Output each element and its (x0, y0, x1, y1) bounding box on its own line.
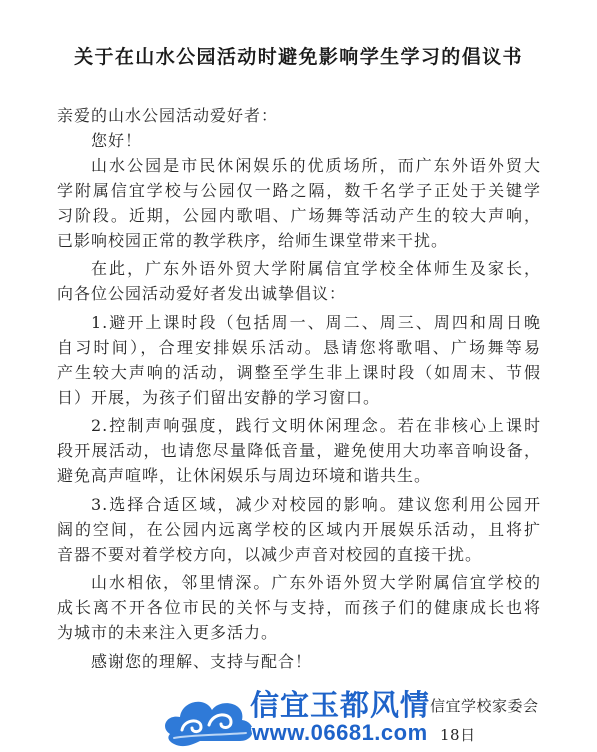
paragraph-line: 阔的空间，在公园内远离学校的区域内开展娱乐活动，且将扩 (57, 519, 541, 539)
date: 18日 (440, 726, 476, 744)
paragraph-item-2 (57, 413, 541, 488)
paragraph-proposal (57, 256, 541, 306)
paragraph-line: 为城市的未来注入更多活力。 (57, 623, 279, 642)
document-title: 关于在山水公园活动时避免影响学生学习的倡议书 (74, 46, 523, 68)
paragraph-line: 习阶段。近期，公园内歌唱、广场舞等活动产生的较大声响， (57, 205, 541, 225)
closing-line (57, 649, 541, 674)
paragraph-item-1 (57, 310, 541, 410)
paragraph-line: 段开展活动，也请您尽量降低音量，避免使用大功率音响设备， (57, 441, 541, 460)
paragraph-conclusion (57, 570, 541, 645)
salutation: 亲爱的山水公园活动爱好者： (57, 105, 279, 125)
paragraph-line: 向各位公园活动爱好者发出诚挚倡议： (57, 284, 347, 303)
greeting: 您好！ (91, 130, 143, 150)
paragraph-line: 避免高声喧哗，让休闲娱乐与周边环境和谐共生。 (57, 466, 432, 485)
cloud-swirl-icon (160, 688, 258, 748)
paragraph-line: 产生较大声响的活动，调整至学生非上课时段（如周末、节假 (57, 362, 541, 382)
paragraph-line: 山水相依，邻里情深。广东外语外贸大学附属信宜学校的 (91, 573, 541, 592)
paragraph-line: 2.控制声响强度，践行文明休闲理念。若在非核心上课时 (91, 416, 541, 435)
letter-body (57, 103, 541, 674)
paragraph-line: 在此，广东外语外贸大学附属信宜学校全体师生及家长， (91, 259, 541, 278)
watermark-name: 信宜玉都风情 (250, 688, 431, 722)
signature: 信宜学校家委会 (430, 697, 539, 715)
closing-text: 感谢您的理解、支持与配合！ (91, 651, 313, 671)
watermark-url: www.06681.com (252, 720, 428, 745)
paragraph-line: 学附属信宜学校与公园仅一路之隔，数千名学子正处于关键学 (57, 180, 541, 200)
paragraph-line: 山水公园是市民休闲娱乐的优质场所，而广东外语外贸大 (91, 155, 541, 175)
paragraph-line: 日）开展，为孩子们留出安静的学习窗口。 (57, 387, 381, 407)
paragraph-line: 3.选择合适区域，减少对校园的影响。建议您利用公园开 (91, 494, 541, 514)
paragraph-line: 1.避开上课时段（包括周一、周二、周三、周四和周日晚 (91, 312, 541, 332)
paragraph-line: 自习时间），合理安排娱乐活动。恳请您将歌唱、广场舞等易 (57, 337, 541, 357)
paragraph-intro (57, 153, 541, 253)
paragraph-item-3 (57, 492, 541, 567)
paragraph-line: 成长离不开各位市民的关怀与支持，而孩子们的健康成长也将 (57, 598, 541, 617)
paragraph-line: 音器不要对着学校方向，以减少声音对校园的直接干扰。 (57, 544, 483, 564)
paragraph-line: 已影响校园正常的教学秩序，给师生课堂带来干扰。 (57, 230, 449, 250)
